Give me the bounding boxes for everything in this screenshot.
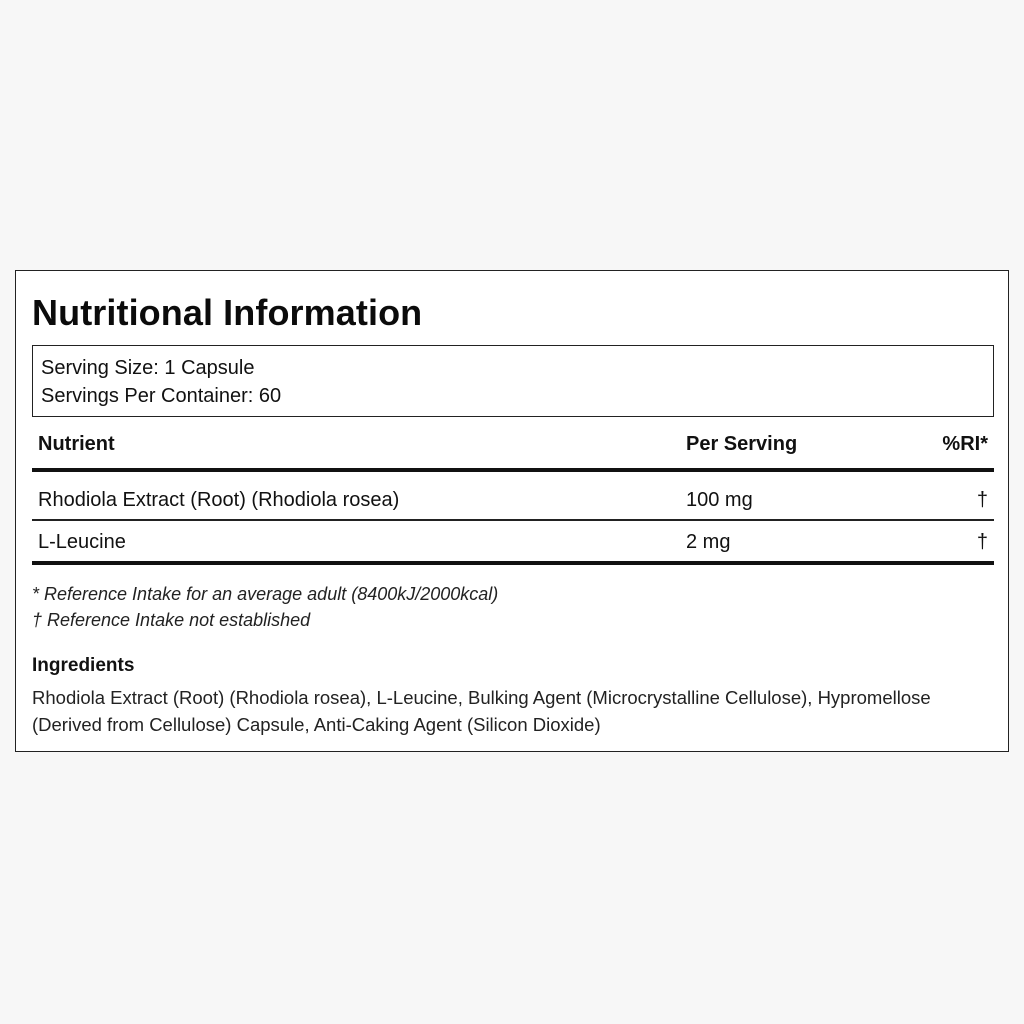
table-row xyxy=(32,485,994,515)
row-per-serving: 2 mg xyxy=(686,531,731,553)
serving-size: Serving Size: 1 Capsule xyxy=(41,357,255,379)
nutrition-panel xyxy=(15,270,1009,752)
ingredients-title: Ingredients xyxy=(32,655,135,676)
footnote-reference-intake: * Reference Intake for an average adult (8400kJ/2000kcal) xyxy=(32,584,499,604)
panel-title: Nutritional Information xyxy=(32,292,423,333)
row-ri: † xyxy=(976,489,988,511)
table-bottom-divider xyxy=(32,561,994,565)
ingredients-text: Rhodiola Extract (Root) (Rhodiola rosea), L-Leucine, Bulking Agent (Microcrystalline Cellulose), Hypromellose (Derived from Cellulose) Capsule, Anti-Caking Agent (Silicon Dioxide) xyxy=(32,687,931,735)
header-nutrient: Nutrient xyxy=(38,433,115,455)
servings-per-container: Servings Per Container: 60 xyxy=(41,385,282,407)
footnote-not-established: † Reference Intake not established xyxy=(32,610,311,630)
serving-info-box xyxy=(32,345,994,417)
row-nutrient: L-Leucine xyxy=(38,531,126,553)
row-divider xyxy=(32,519,994,521)
row-nutrient: Rhodiola Extract (Root) (Rhodiola rosea) xyxy=(38,489,400,511)
table-row xyxy=(32,527,994,557)
row-per-serving: 100 mg xyxy=(686,489,753,511)
header-divider xyxy=(32,468,994,472)
table-header xyxy=(32,433,994,467)
header-ri: %RI* xyxy=(942,433,988,455)
header-per-serving: Per Serving xyxy=(686,433,798,455)
row-ri: † xyxy=(976,531,988,553)
